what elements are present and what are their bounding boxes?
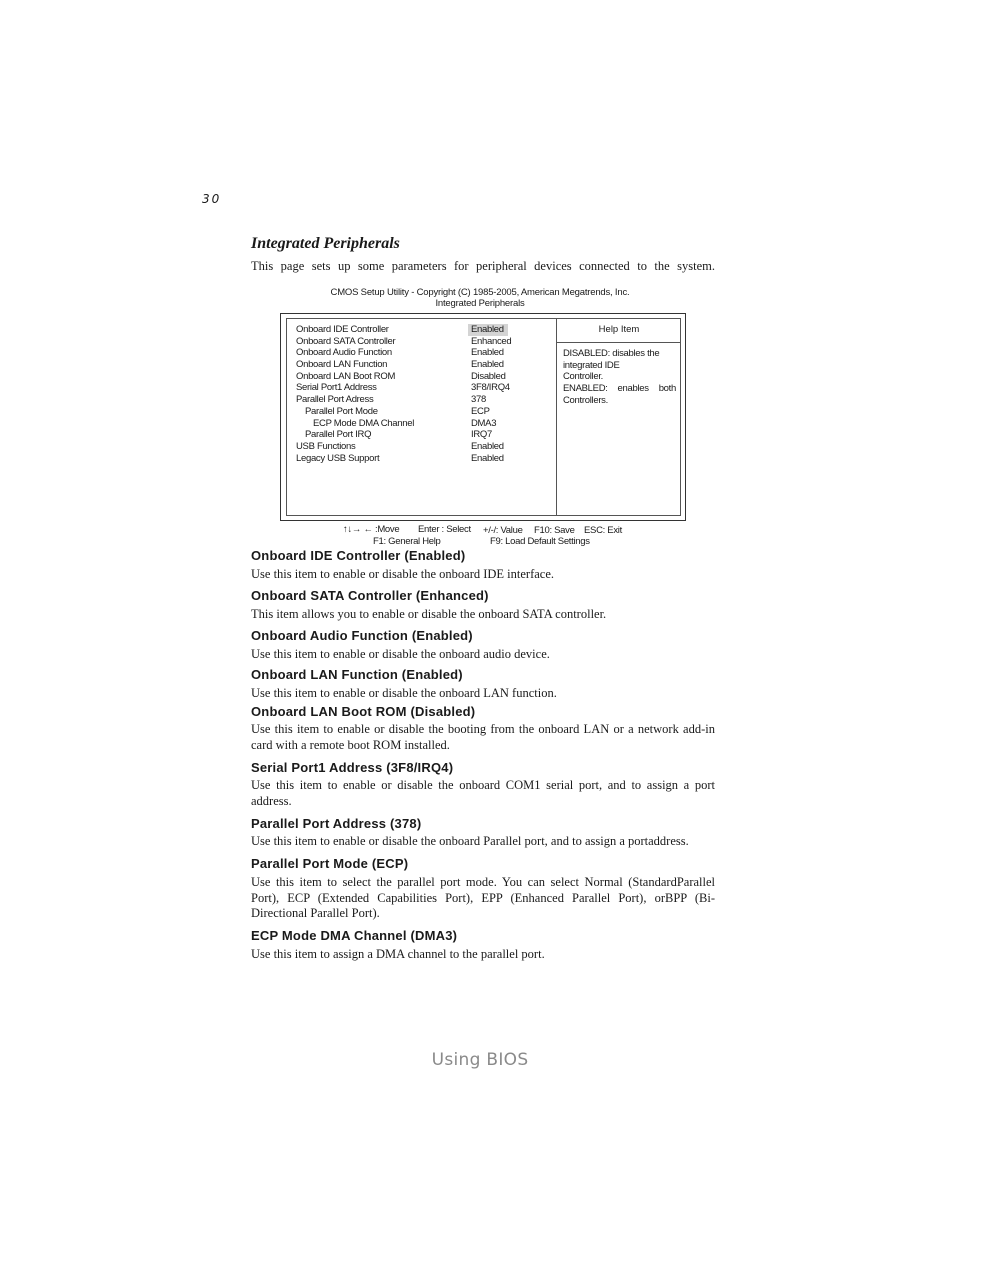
bios-row-value[interactable]: Enabled	[471, 359, 504, 371]
bios-row-value[interactable]: Enabled	[468, 324, 508, 336]
bios-row-parallel-port-mode[interactable]	[296, 406, 556, 418]
key-save: F10: Save	[534, 525, 575, 536]
bios-row-label: Parallel Port Adress	[296, 394, 374, 406]
bios-caption-line1: CMOS Setup Utility - Copyright (C) 1985-2005, American Megatrends, Inc.	[330, 287, 630, 298]
bios-row-usb-functions[interactable]	[296, 441, 556, 453]
bios-row-label: Onboard LAN Function	[296, 359, 388, 371]
bios-row-parallel-port-address[interactable]	[296, 394, 556, 406]
bios-row-label: Onboard Audio Function	[296, 347, 392, 359]
desc-serial-port1-address: Use this item to enable or disable the onboard COM1 serial port, and to assign a port address.	[251, 778, 715, 808]
bios-row-onboard-ide-controller[interactable]	[296, 324, 556, 336]
bios-row-label: Serial Port1 Address	[296, 382, 377, 394]
help-line: DISABLED: disables the	[563, 348, 660, 359]
heading-parallel-port-mode: Parallel Port Mode (ECP)	[251, 856, 409, 871]
bios-row-serial-port1-address[interactable]	[296, 382, 556, 394]
bios-row-label: Parallel Port Mode	[305, 405, 378, 417]
heading-onboard-lan-function: Onboard LAN Function (Enabled)	[251, 667, 463, 682]
help-line: ENABLED: enables both	[563, 383, 676, 395]
desc-onboard-ide-controller: Use this item to enable or disable the onboard IDE interface.	[251, 567, 555, 581]
section-title: Integrated Peripherals	[251, 235, 400, 252]
desc-onboard-sata-controller: This item allows you to enable or disable the onboard SATA controller.	[251, 607, 607, 621]
bios-row-value[interactable]: 378	[471, 394, 486, 406]
help-item-text	[563, 348, 676, 407]
bios-row-parallel-port-irq[interactable]	[296, 429, 556, 441]
help-item-title: Help Item	[598, 324, 640, 335]
desc-onboard-lan-function: Use this item to enable or disable the onboard LAN function.	[251, 686, 557, 700]
bios-row-label: Onboard LAN Boot ROM	[296, 370, 396, 382]
bios-row-onboard-sata-controller[interactable]	[296, 336, 556, 348]
heading-onboard-ide-controller: Onboard IDE Controller (Enabled)	[251, 548, 466, 563]
bios-row-value[interactable]: ECP	[471, 405, 490, 417]
help-line: Controllers.	[563, 394, 608, 406]
bios-row-value[interactable]: Enabled	[471, 347, 504, 359]
bios-row-value[interactable]: IRQ7	[471, 429, 492, 441]
help-title-underline	[557, 342, 681, 343]
key-load-defaults: F9: Load Default Settings	[490, 536, 590, 547]
key-exit: ESC: Exit	[584, 525, 622, 536]
heading-serial-port1-address: Serial Port1 Address (3F8/IRQ4)	[251, 760, 454, 775]
bios-settings-list	[296, 324, 556, 464]
bios-row-label: Onboard IDE Controller	[296, 324, 389, 335]
bios-row-value[interactable]: Enhanced	[471, 335, 512, 347]
bios-row-label: Onboard SATA Controller	[296, 335, 396, 347]
heading-onboard-sata-controller: Onboard SATA Controller (Enhanced)	[251, 588, 489, 603]
bios-row-label: USB Functions	[296, 440, 356, 452]
desc-parallel-port-mode: Use this item to select the parallel port mode. You can select Normal (StandardParallel Port), ECP (Extended Capabilities Port), EPP (Enhanced Parallel Port), orBPP (Bi-Directional Parallel Port).	[251, 875, 715, 920]
bios-row-ecp-mode-dma-channel[interactable]	[296, 418, 556, 430]
key-enter-select: Enter : Select	[418, 524, 471, 535]
bios-row-onboard-lan-function[interactable]	[296, 359, 556, 371]
bios-row-label: ECP Mode DMA Channel	[313, 417, 415, 429]
bios-row-value[interactable]: DMA3	[471, 417, 497, 429]
intro-paragraph: This page sets up some parameters for peripheral devices connected to the system.	[251, 259, 715, 273]
bios-row-onboard-lan-boot-rom[interactable]	[296, 371, 556, 383]
page-footer: Using BIOS	[431, 1050, 529, 1070]
bios-row-legacy-usb-support[interactable]	[296, 453, 556, 465]
bios-row-onboard-audio-function[interactable]	[296, 347, 556, 359]
bios-row-value[interactable]: 3F8/IRQ4	[471, 382, 510, 394]
bios-row-value[interactable]: Disabled	[471, 370, 506, 382]
page-number: 30	[202, 192, 222, 206]
bios-row-value[interactable]: Enabled	[471, 452, 504, 464]
heading-onboard-lan-boot-rom: Onboard LAN Boot ROM (Disabled)	[251, 704, 476, 719]
bios-panel-divider	[556, 318, 557, 516]
help-line: integrated IDE	[563, 359, 620, 371]
help-line: Controller.	[563, 371, 603, 383]
key-move: ↑↓→ ← :Move	[343, 524, 400, 535]
bios-row-label: Legacy USB Support	[296, 452, 380, 464]
key-value: +/-/: Value	[483, 525, 523, 536]
desc-parallel-port-address: Use this item to enable or disable the onboard Parallel port, and to assign a portaddress.	[251, 834, 689, 848]
bios-row-value[interactable]: Enabled	[471, 440, 504, 452]
bios-row-label: Parallel Port IRQ	[305, 429, 372, 441]
heading-parallel-port-address: Parallel Port Address (378)	[251, 816, 422, 831]
desc-ecp-mode-dma-channel: Use this item to assign a DMA channel to the parallel port.	[251, 947, 545, 961]
heading-ecp-mode-dma-channel: ECP Mode DMA Channel (DMA3)	[251, 928, 458, 943]
desc-onboard-lan-boot-rom: Use this item to enable or disable the booting from the onboard LAN or a network add-in card with a remote boot ROM installed.	[251, 722, 715, 752]
bios-caption-line2: Integrated Peripherals	[435, 298, 525, 309]
key-general-help: F1: General Help	[373, 536, 441, 547]
desc-onboard-audio-function: Use this item to enable or disable the onboard audio device.	[251, 647, 550, 661]
heading-onboard-audio-function: Onboard Audio Function (Enabled)	[251, 628, 473, 643]
